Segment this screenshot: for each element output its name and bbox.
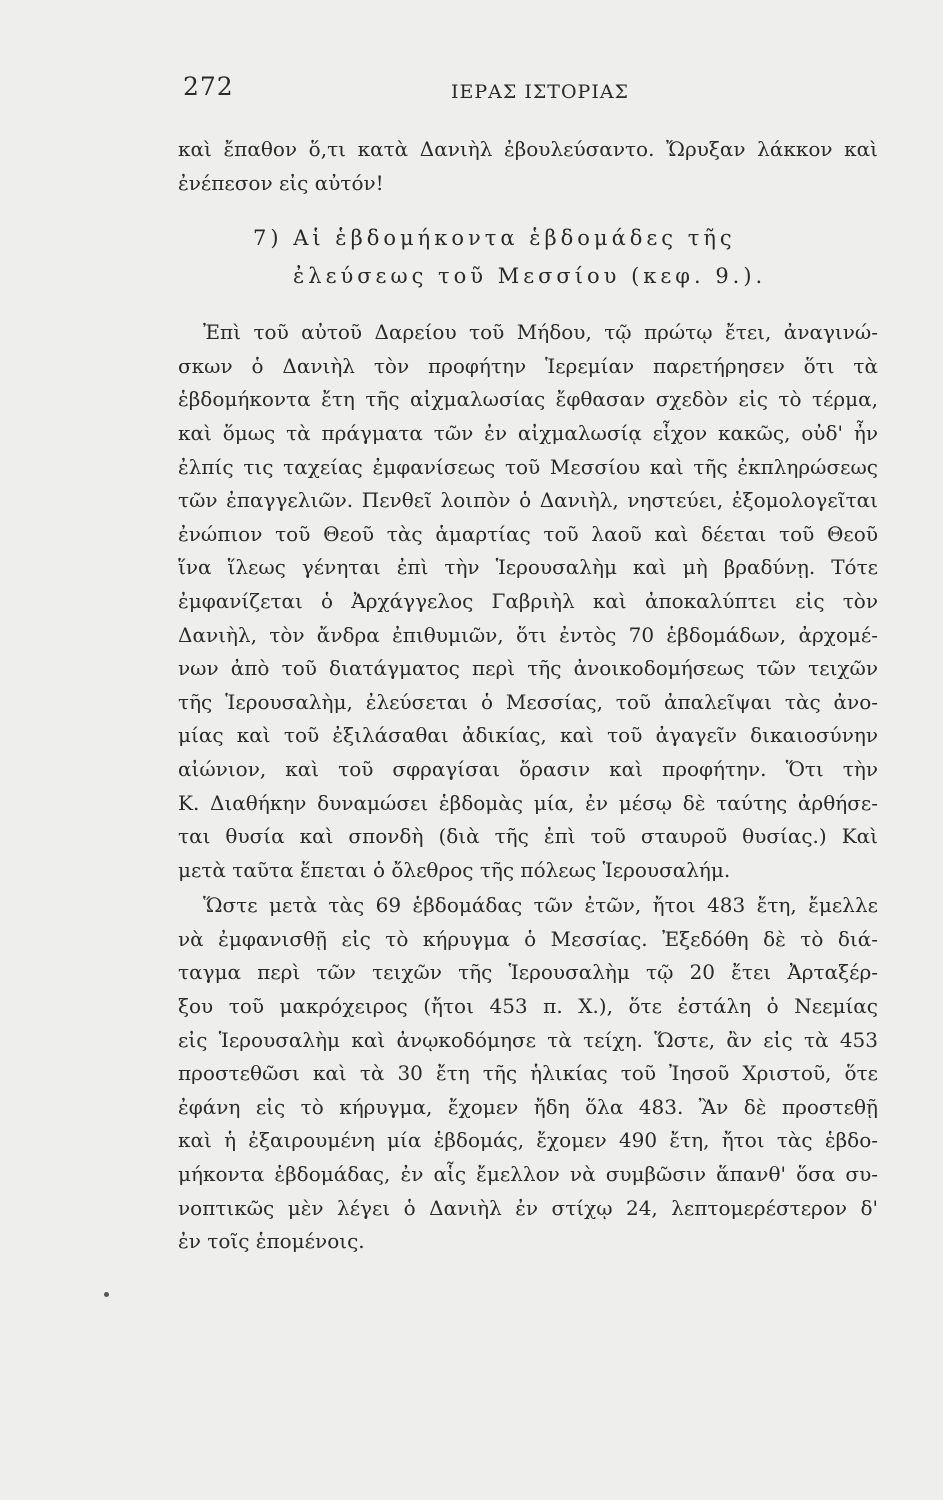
text-line: ἐνώπιον τοῦ Θεοῦ τὰς ἁμαρτίας τοῦ λαοῦ καὶ δέεται τοῦ Θεοῦ <box>178 521 878 546</box>
text-line: νων ἀπὸ τοῦ διατάγματος περὶ τῆς ἀνοικοδομήσεως τῶν τειχῶν <box>178 656 878 681</box>
text-line: Ὥστε μετὰ τὰς 69 ἑβδομάδας τῶν ἐτῶν, ἤτοι 483 ἔτη, ἔμελλε <box>203 893 878 918</box>
text-line: ξου τοῦ μακρόχειρος (ἤτοι 453 π. Χ.), ὅτε ἐστάλη ὁ Νεεμίας <box>178 994 878 1019</box>
text-line: ἑβδομήκοντα ἔτη τῆς αἰχμαλωσίας ἔφθασαν σχεδὸν εἰς τὸ τέρμα, <box>178 387 878 412</box>
page-number: 272 <box>183 72 234 101</box>
text-line: Ἐπὶ τοῦ αὐτοῦ Δαρείου τοῦ Μήδου, τῷ πρώτῳ ἔτει, ἀναγινώ- <box>203 320 878 345</box>
text-line: αἰώνιον, καὶ τοῦ σφραγίσαι ὅρασιν καὶ προφήτην. Ὅτι τὴν <box>178 756 878 781</box>
text-line: Δανιὴλ, τὸν ἄνδρα ἐπιθυμιῶν, ὅτι ἐντὸς 70 ἑβδομάδων, ἀρχομέ- <box>178 622 878 647</box>
text-line: ἐμφανίζεται ὁ Ἀρχάγγελος Γαβριὴλ καὶ ἀποκαλύπτει εἰς τὸν <box>178 588 878 613</box>
text-line: καὶ ἔπαθον ὅ,τι κατὰ Δανιὴλ ἐβουλεύσαντο. Ὤρυξαν λάκκον καὶ <box>178 137 878 161</box>
section-title-line-1: 7) Αἱ ἑβδομήκοντα ἑβδομάδες τῆς <box>253 226 736 251</box>
text-line: τῆς Ἱερουσαλὴμ, ἐλεύσεται ὁ Μεσσίας, τοῦ ἀπαλεῖψαι τὰς ἀνο- <box>178 689 878 714</box>
text-line: ἐνέπεσον εἰς αὐτόν! <box>178 170 384 195</box>
text-line: ἵνα ἵλεως γένηται ἐπὶ τὴν Ἱερουσαλὴμ καὶ μὴ βραδύνῃ. Τότε <box>178 555 878 580</box>
margin-ink-dot <box>104 1292 109 1297</box>
text-line: τῶν ἐπαγγελιῶν. Πενθεῖ λοιπὸν ὁ Δανιὴλ, νηστεύει, ἐξομολογεῖται <box>178 488 878 513</box>
text-line: καὶ ἡ ἐξαιρουμένη μία ἑβδομάς, ἔχομεν 490 ἔτη, ἤτοι τὰς ἑβδο- <box>178 1128 878 1153</box>
text-line: ἐν τοῖς ἑπομένοις. <box>178 1229 365 1254</box>
intro-paragraph <box>178 133 878 200</box>
text-line: μετὰ ταῦτα ἕπεται ὁ ὄλεθρος τῆς πόλεως Ἱερουσαλήμ. <box>178 857 731 882</box>
paragraph-2 <box>178 889 878 1259</box>
text-line: ταγμα περὶ τῶν τειχῶν τῆς Ἱερουσαλὴμ τῷ 20 ἔτει Ἀρταξέρ- <box>178 960 878 985</box>
text-line: ἐλπίς τις ταχείας ἐμφανίσεως τοῦ Μεσσίου καὶ τῆς ἐκπληρώσεως <box>178 454 878 479</box>
running-head: ΙΕΡΑΣ ΙΣΤΟΡΙΑΣ <box>451 81 629 103</box>
text-line: μίας καὶ τοῦ ἐξιλάσαθαι ἀδικίας, καὶ τοῦ ἀγαγεῖν δικαιοσύνην <box>178 723 878 748</box>
text-line: καὶ ὅμως τὰ πράγματα τῶν ἐν αἰχμαλωσίᾳ εἶχον κακῶς, οὐδ' ἦν <box>178 420 878 445</box>
text-line: μήκοντα ἑβδομάδας, ἐν αἷς ἔμελλον νὰ συμβῶσιν ἅπανθ' ὅσα συ- <box>178 1162 878 1187</box>
paragraph-1 <box>178 316 878 887</box>
text-line: εἰς Ἱερουσαλὴμ καὶ ἀνῳκοδόμησε τὰ τείχη. Ὥστε, ἂν εἰς τὰ 453 <box>178 1027 878 1052</box>
section-title-line-2: ἐλεύσεως τοῦ Μεσσίου (κεφ. 9.). <box>293 264 767 289</box>
section-title <box>178 222 878 298</box>
body-text <box>178 133 878 1259</box>
text-line: νοπτικῶς μὲν λέγει ὁ Δανιὴλ ἐν στίχῳ 24, λεπτομερέστερον δ' <box>178 1195 878 1220</box>
text-line: ται θυσία καὶ σπονδὴ (διὰ τῆς ἐπὶ τοῦ σταυροῦ θυσίας.) Καὶ <box>178 824 878 849</box>
text-line: Κ. Διαθήκην δυναμώσει ἑβδομὰς μία, ἐν μέσῳ δὲ ταύτης ἀρθήσε- <box>178 790 878 815</box>
text-line: νὰ ἐμφανισθῇ εἰς τὸ κήρυγμα ὁ Μεσσίας. Ἐξεδόθη δὲ τὸ διά- <box>178 926 878 951</box>
page-header <box>183 72 873 112</box>
text-line: ἐφάνη εἰς τὸ κήρυγμα, ἔχομεν ἤδη ὅλα 483. Ἂν δὲ προστεθῇ <box>178 1094 878 1119</box>
text-line: προστεθῶσι καὶ τὰ 30 ἔτη τῆς ἡλικίας τοῦ Ἰησοῦ Χριστοῦ, ὅτε <box>178 1061 878 1086</box>
text-line: σκων ὁ Δανιὴλ τὸν προφήτην Ἱερεμίαν παρετήρησεν ὅτι τὰ <box>178 353 878 378</box>
